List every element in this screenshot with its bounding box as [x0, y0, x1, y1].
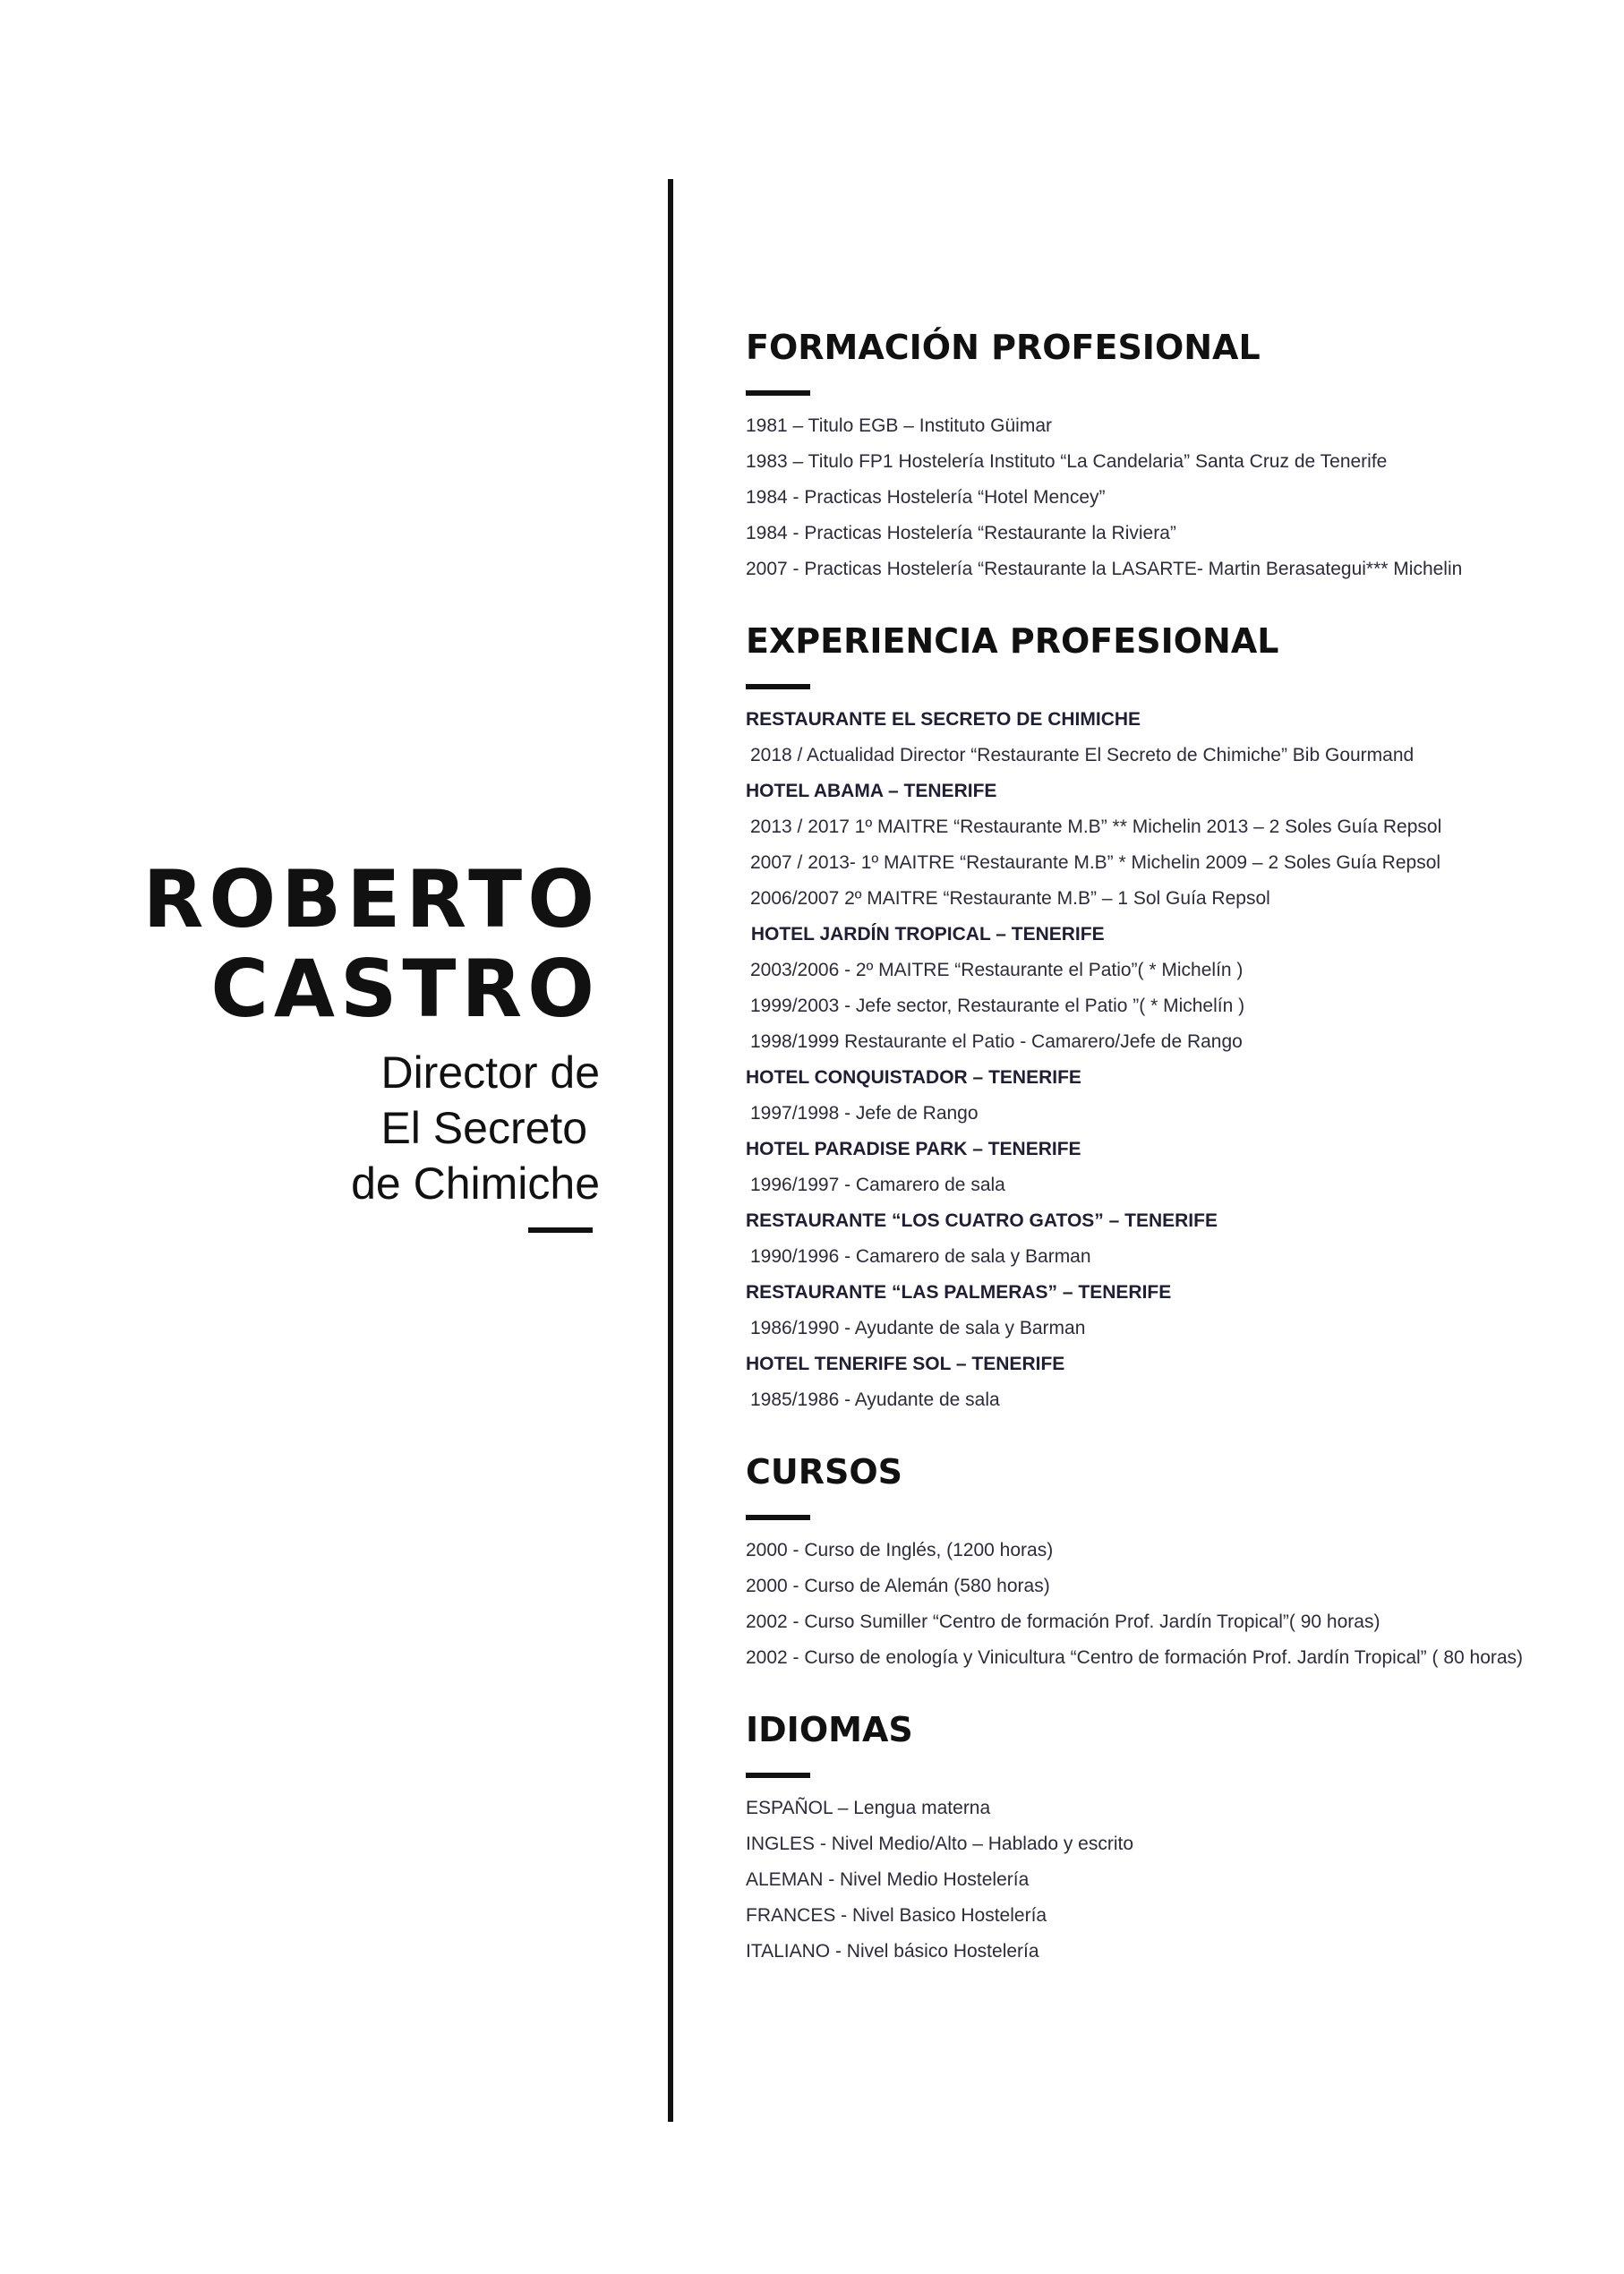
- section-idiomas: [746, 1687, 1551, 1970]
- list-item: ITALIANO - Nivel básico Hostelería: [746, 1941, 1039, 1962]
- job-entry: 1999/2003 - Jefe sector, Restaurante el Patio ”( * Michelín ): [750, 996, 1245, 1016]
- employer-name: HOTEL TENERIFE SOL – TENERIFE: [746, 1354, 1065, 1374]
- list-item: FRANCES - Nivel Basico Hostelería: [746, 1905, 1047, 1926]
- list-item: INGLES - Nivel Medio/Alto – Hablado y escrito: [746, 1834, 1134, 1854]
- list-item: 1984 - Practicas Hostelería “Hotel Mencey”: [746, 487, 1106, 508]
- job-entry: 1985/1986 - Ayudante de sala: [750, 1389, 1000, 1410]
- employer-name: HOTEL CONQUISTADOR – TENERIFE: [746, 1067, 1081, 1088]
- employer-name: HOTEL ABAMA – TENERIFE: [746, 781, 997, 801]
- job-title: [98, 1045, 600, 1211]
- job-entry: 1996/1997 - Camarero de sala: [750, 1175, 1005, 1195]
- list-item: 1984 - Practicas Hostelería “Restaurante la Riviera”: [746, 523, 1176, 543]
- list-item: 1983 – Titulo FP1 Hostelería Instituto “La Candelaria” Santa Cruz de Tenerife: [746, 451, 1388, 472]
- employer-name: RESTAURANTE “LOS CUATRO GATOS” – TENERIFE: [746, 1210, 1218, 1231]
- job-title-line: Director de: [380, 1047, 600, 1098]
- list-item: ALEMAN - Nivel Medio Hostelería: [746, 1869, 1030, 1890]
- section-experiencia: [746, 598, 1551, 1418]
- employer-name: HOTEL JARDÍN TROPICAL – TENERIFE: [746, 924, 1105, 945]
- name-last: CASTRO: [210, 943, 600, 1035]
- section-title: EXPERIENCIA PROFESIONAL: [746, 621, 1279, 661]
- list-item: 2000 - Curso de Alemán (580 horas): [746, 1576, 1050, 1596]
- job-entry: 2018 / Actualidad Director “Restaurante El Secreto de Chimiche” Bib Gourmand: [750, 745, 1415, 765]
- job-title-line: El Secreto: [380, 1103, 600, 1153]
- section-title: CURSOS: [746, 1452, 903, 1492]
- list-item: 2007 - Practicas Hostelería “Restaurante la LASARTE- Martin Berasategui*** Michelin: [746, 559, 1463, 579]
- employer-name: RESTAURANTE EL SECRETO DE CHIMICHE: [746, 709, 1141, 730]
- job-title-line: de Chimiche: [351, 1158, 600, 1209]
- job-entry: 2003/2006 - 2º MAITRE “Restaurante el Patio”( * Michelín ): [750, 960, 1244, 980]
- section-rule: [746, 1515, 810, 1520]
- name-underline: [528, 1227, 593, 1233]
- section-formacion: [746, 304, 1551, 587]
- job-entry: 1997/1998 - Jefe de Rango: [750, 1103, 979, 1124]
- section-title: FORMACIÓN PROFESIONAL: [746, 328, 1261, 367]
- section-rule: [746, 684, 810, 689]
- cv-content: [746, 304, 1551, 1980]
- section-title: IDIOMAS: [746, 1710, 913, 1749]
- job-entry: 1990/1996 - Camarero de sala y Barman: [750, 1246, 1091, 1267]
- name-block: [98, 855, 600, 1237]
- job-entry: 1986/1990 - Ayudante de sala y Barman: [750, 1318, 1086, 1338]
- section-cursos: [746, 1429, 1551, 1676]
- section-rule: [746, 390, 810, 396]
- list-item: 2002 - Curso de enología y Vinicultura “Centro de formación Prof. Jardín Tropical” ( 80 horas): [746, 1647, 1524, 1668]
- employer-name: HOTEL PARADISE PARK – TENERIFE: [746, 1139, 1081, 1159]
- name-first: ROBERTO: [142, 853, 600, 945]
- list-item: ESPAÑOL – Lengua materna: [746, 1798, 991, 1818]
- job-entry: 2006/2007 2º MAITRE “Restaurante M.B” – 1 Sol Guía Repsol: [750, 888, 1270, 909]
- section-rule: [746, 1773, 810, 1778]
- list-item: 2000 - Curso de Inglés, (1200 horas): [746, 1540, 1054, 1560]
- job-entry: 2013 / 2017 1º MAITRE “Restaurante M.B” ** Michelin 2013 – 2 Soles Guía Repsol: [750, 816, 1442, 837]
- list-item: 2002 - Curso Sumiller “Centro de formación Prof. Jardín Tropical”( 90 horas): [746, 1611, 1380, 1632]
- vertical-divider: [668, 179, 673, 2122]
- job-entry: 1998/1999 Restaurante el Patio - Camarero/Jefe de Rango: [750, 1031, 1243, 1052]
- job-entry: 2007 / 2013- 1º MAITRE “Restaurante M.B” * Michelin 2009 – 2 Soles Guía Repsol: [750, 852, 1441, 873]
- employer-name: RESTAURANTE “LAS PALMERAS” – TENERIFE: [746, 1282, 1172, 1303]
- list-item: 1981 – Titulo EGB – Instituto Güimar: [746, 415, 1053, 436]
